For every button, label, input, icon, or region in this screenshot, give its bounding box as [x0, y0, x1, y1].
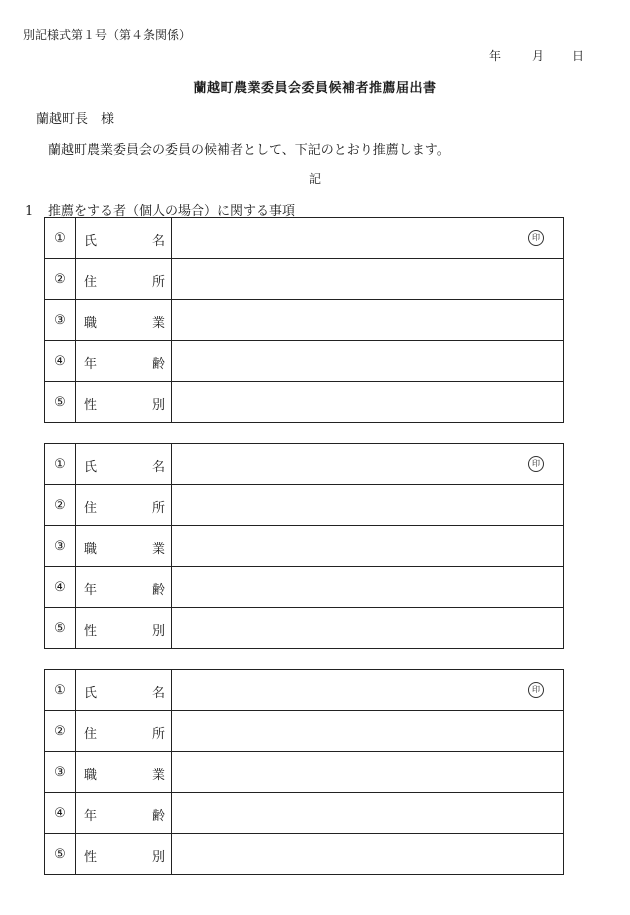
row-number: ⑤: [45, 834, 76, 875]
name-field[interactable]: [172, 218, 564, 259]
occupation-field[interactable]: [172, 526, 564, 567]
label-char: 職: [84, 768, 98, 783]
row-number: ③: [45, 752, 76, 793]
seal-icon: 印: [528, 682, 544, 698]
label-char: 別: [151, 398, 165, 413]
row-label: [76, 485, 172, 526]
row-label: [76, 711, 172, 752]
row-number: ④: [45, 567, 76, 608]
row-number: ②: [45, 711, 76, 752]
form-number: 別記様式第１号（第４条関係）: [23, 28, 192, 42]
row-label: [76, 218, 172, 259]
seal-icon: 印: [528, 230, 544, 246]
label-char: 住: [84, 501, 98, 516]
row-number: ③: [45, 300, 76, 341]
row-number: ③: [45, 526, 76, 567]
section-title: 推薦をする者（個人の場合）に関する事項: [48, 204, 296, 219]
row-gender: [45, 608, 564, 649]
row-number: ④: [45, 793, 76, 834]
occupation-field[interactable]: [172, 300, 564, 341]
row-number: ④: [45, 341, 76, 382]
seal-icon: 印: [528, 456, 544, 472]
row-name: [45, 444, 564, 485]
row-name: [45, 218, 564, 259]
row-number: ⑤: [45, 382, 76, 423]
row-label: [76, 608, 172, 649]
row-label: [76, 793, 172, 834]
age-field[interactable]: [172, 567, 564, 608]
row-age: [45, 341, 564, 382]
row-age: [45, 793, 564, 834]
name-field[interactable]: [172, 444, 564, 485]
label-char: 業: [151, 316, 165, 331]
label-char: 年: [84, 357, 98, 372]
row-number: ②: [45, 259, 76, 300]
row-age: [45, 567, 564, 608]
label-char: 齢: [151, 809, 165, 824]
label-char: 性: [84, 624, 98, 639]
label-char: 年: [84, 809, 98, 824]
address-field[interactable]: [172, 485, 564, 526]
label-char: 所: [151, 275, 165, 290]
label-char: 業: [151, 768, 165, 783]
row-number: ①: [45, 218, 76, 259]
label-char: 氏: [84, 460, 98, 475]
row-label: [76, 752, 172, 793]
label-char: 所: [151, 727, 165, 742]
age-field[interactable]: [172, 341, 564, 382]
gender-field[interactable]: [172, 382, 564, 423]
row-occupation: [45, 300, 564, 341]
address-field[interactable]: [172, 259, 564, 300]
row-address: [45, 485, 564, 526]
label-char: 業: [151, 542, 165, 557]
row-label: [76, 382, 172, 423]
row-label: [76, 259, 172, 300]
person-table-2: [44, 443, 564, 649]
addressee: 蘭越町長 様: [36, 112, 115, 127]
address-field[interactable]: [172, 711, 564, 752]
row-number: ②: [45, 485, 76, 526]
row-number: ①: [45, 444, 76, 485]
date-year-label: 年: [489, 49, 502, 63]
label-char: 名: [151, 460, 165, 475]
date-month-label: 月: [532, 49, 545, 63]
row-label: [76, 341, 172, 382]
label-char: 住: [84, 727, 98, 742]
label-char: 氏: [84, 686, 98, 701]
row-label: [76, 444, 172, 485]
gender-field[interactable]: [172, 608, 564, 649]
label-char: 齢: [151, 583, 165, 598]
label-char: 名: [151, 234, 165, 249]
label-char: 住: [84, 275, 98, 290]
row-gender: [45, 382, 564, 423]
label-char: 年: [84, 583, 98, 598]
name-field[interactable]: [172, 670, 564, 711]
person-table-1: [44, 217, 564, 423]
ki-heading: 記: [308, 172, 321, 186]
label-char: 別: [151, 624, 165, 639]
row-name: [45, 670, 564, 711]
row-label: [76, 300, 172, 341]
label-char: 別: [151, 850, 165, 865]
row-occupation: [45, 752, 564, 793]
row-gender: [45, 834, 564, 875]
label-char: 氏: [84, 234, 98, 249]
label-char: 齢: [151, 357, 165, 372]
label-char: 性: [84, 850, 98, 865]
row-label: [76, 670, 172, 711]
row-address: [45, 259, 564, 300]
row-number: ①: [45, 670, 76, 711]
gender-field[interactable]: [172, 834, 564, 875]
label-char: 性: [84, 398, 98, 413]
occupation-field[interactable]: [172, 752, 564, 793]
age-field[interactable]: [172, 793, 564, 834]
label-char: 名: [151, 686, 165, 701]
section-number: 1: [25, 204, 34, 219]
date-day-label: 日: [572, 49, 585, 63]
row-label: [76, 567, 172, 608]
row-label: [76, 526, 172, 567]
document-title: 蘭越町農業委員会委員候補者推薦届出書: [193, 81, 437, 96]
row-occupation: [45, 526, 564, 567]
row-address: [45, 711, 564, 752]
label-char: 職: [84, 542, 98, 557]
label-char: 所: [151, 501, 165, 516]
body-text: 蘭越町農業委員会の委員の候補者として、下記のとおり推薦します。: [48, 143, 450, 158]
row-number: ⑤: [45, 608, 76, 649]
label-char: 職: [84, 316, 98, 331]
row-label: [76, 834, 172, 875]
person-table-3: [44, 669, 564, 875]
